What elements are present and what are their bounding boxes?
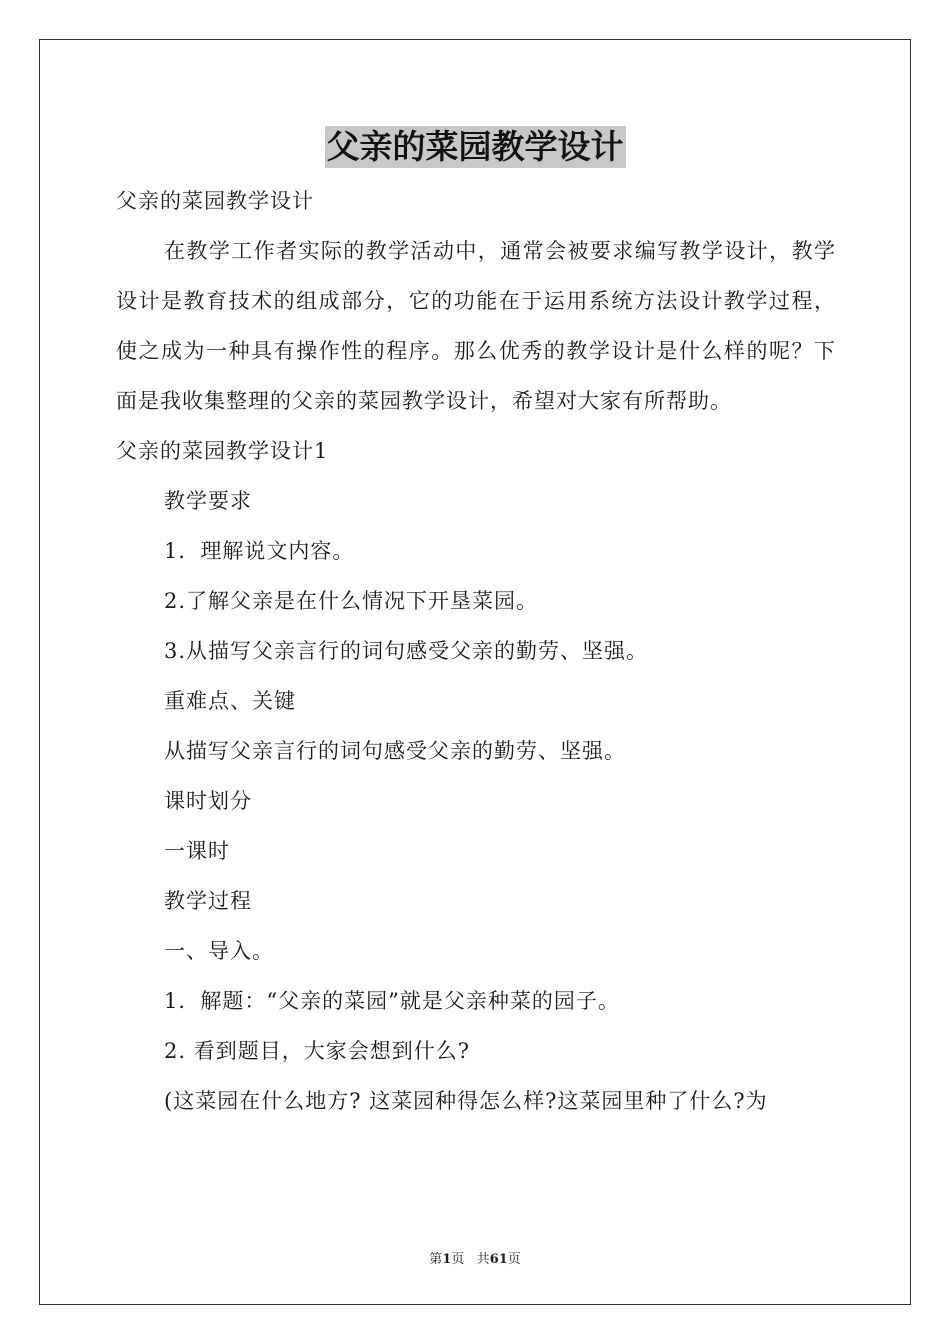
body-line: 重难点、关键 xyxy=(164,689,296,713)
page-footer xyxy=(0,1248,950,1267)
current-page-number: 1 xyxy=(442,1252,452,1267)
body-line: 从描写父亲言行的词句感受父亲的勤劳、坚强。 xyxy=(164,739,626,763)
body-line: (这菜园在什么地方? 这菜园种得怎么样?这菜园里种了什么?为 xyxy=(164,1089,768,1113)
body-line: 2. 看到题目，大家会想到什么? xyxy=(164,1039,470,1063)
total-prefix: 共 xyxy=(476,1252,490,1267)
body-line: 课时划分 xyxy=(164,789,252,813)
body-line: 教学过程 xyxy=(164,889,252,913)
body-line: 一课时 xyxy=(164,839,230,863)
page-prefix: 第 xyxy=(429,1252,443,1267)
section-heading: 父亲的菜园教学设计1 xyxy=(116,439,329,463)
body-line: 2.了解父亲是在什么情况下开垦菜园。 xyxy=(164,589,539,613)
body-line: 1．解题：“父亲的菜园”就是父亲种菜的园子。 xyxy=(164,989,620,1013)
intro-paragraph: 在教学工作者实际的教学活动中，通常会被要求编写教学设计，教学设计是教育技术的组成部分，它的功能在于运用系统方法设计教学过程，使之成为一种具有操作性的程序。那么优秀的教学设计是什么样的呢？下面是我收集整理的父亲的菜园教学设计，希望对大家有所帮助。 xyxy=(116,239,836,413)
body-line: 3.从描写父亲言行的词句感受父亲的勤劳、坚强。 xyxy=(164,639,649,663)
total-unit: 页 xyxy=(507,1252,521,1267)
total-page-number: 61 xyxy=(489,1252,508,1267)
body-line: 一、导入。 xyxy=(164,939,274,963)
title-container xyxy=(0,126,950,168)
body-line: 教学要求 xyxy=(164,489,252,513)
document-title: 父亲的菜园教学设计 xyxy=(326,127,624,166)
document-subtitle: 父亲的菜园教学设计 xyxy=(116,189,314,213)
document-body xyxy=(116,176,836,1126)
body-line: 1．理解说文内容。 xyxy=(164,539,355,563)
page-unit: 页 xyxy=(451,1252,465,1267)
